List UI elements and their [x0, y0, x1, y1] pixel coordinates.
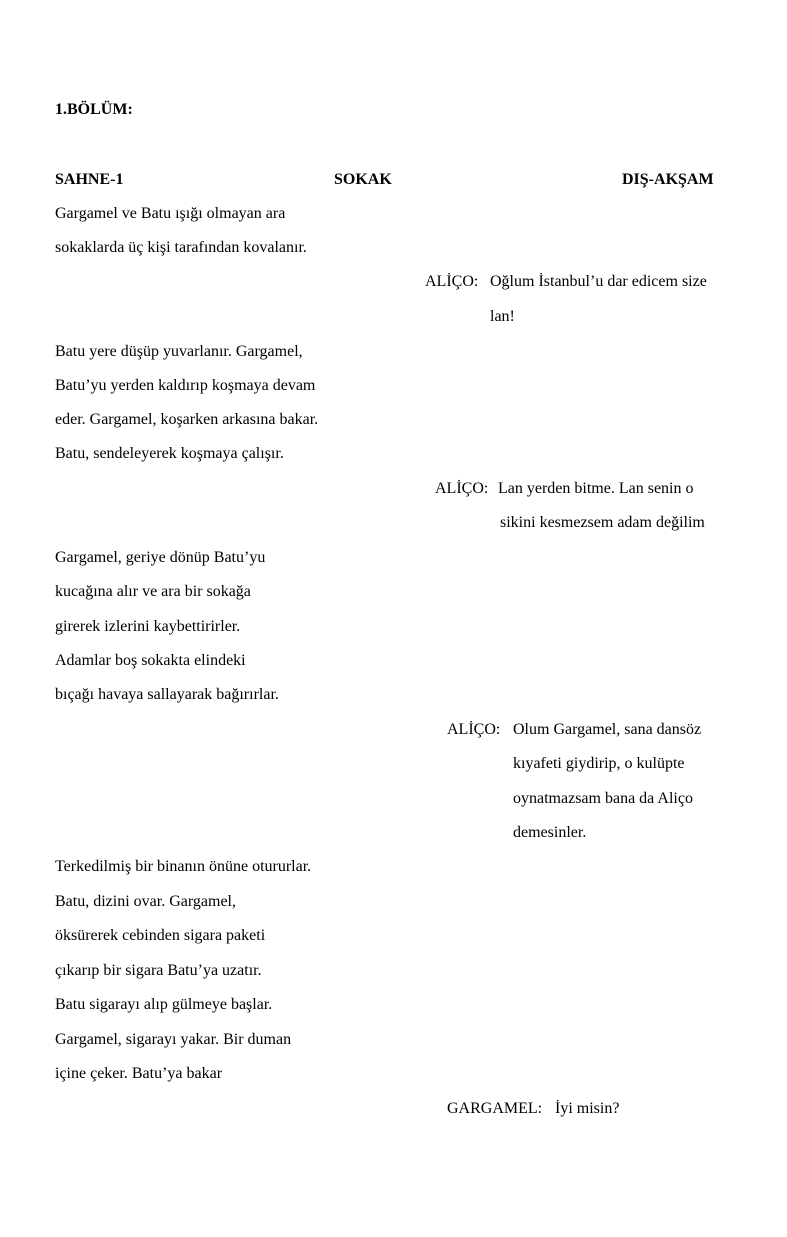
action-line: Batu yere düşüp yuvarlanır. Gargamel,	[55, 343, 303, 360]
action-line: Gargamel, sigarayı yakar. Bir duman	[55, 1031, 292, 1048]
action-line: Gargamel, geriye dönüp Batu’yu	[55, 549, 266, 566]
character-name: ALİÇO:	[447, 721, 501, 738]
character-name: GARGAMEL:	[447, 1100, 543, 1117]
chapter-title: 1.BÖLÜM:	[55, 101, 133, 118]
action-line: bıçağı havaya sallayarak bağırırlar.	[55, 686, 279, 703]
action-line: Adamlar boş sokakta elindeki	[55, 652, 246, 669]
action-line: çıkarıp bir sigara Batu’ya uzatır.	[55, 962, 262, 979]
character-name: ALİÇO:	[435, 480, 489, 497]
action-line: öksürerek cebinden sigara paketi	[55, 927, 266, 944]
action-line: eder. Gargamel, koşarken arkasına bakar.	[55, 411, 319, 428]
scene-location: SOKAK	[334, 171, 392, 188]
action-line: kucağına alır ve ara bir sokağa	[55, 583, 251, 600]
dialogue-line: İyi misin?	[555, 1100, 620, 1117]
dialogue-line: demesinler.	[513, 824, 587, 841]
action-line: Batu’yu yerden kaldırıp koşmaya devam	[55, 377, 316, 394]
action-line: Gargamel ve Batu ışığı olmayan ara	[55, 205, 286, 222]
action-line: girerek izlerini kaybettirirler.	[55, 618, 241, 635]
dialogue-line: Lan yerden bitme. Lan senin o	[498, 480, 694, 497]
action-line: Terkedilmiş bir binanın önüne otururlar.	[55, 858, 312, 875]
dialogue-line: kıyafeti giydirip, o kulüpte	[513, 755, 685, 772]
action-line: Batu, dizini ovar. Gargamel,	[55, 893, 236, 910]
dialogue-line: Oğlum İstanbul’u dar edicem size	[490, 273, 707, 290]
dialogue-line: Olum Gargamel, sana dansöz	[513, 721, 702, 738]
character-name: ALİÇO:	[425, 273, 479, 290]
dialogue-line: sikini kesmezsem adam değilim	[500, 514, 705, 531]
dialogue-line: lan!	[490, 308, 515, 325]
action-line: Batu sigarayı alıp gülmeye başlar.	[55, 996, 273, 1013]
dialogue-line: oynatmazsam bana da Aliço	[513, 790, 693, 807]
scene-time: DIŞ-AKŞAM	[622, 171, 714, 188]
action-line: içine çeker. Batu’ya bakar	[55, 1065, 223, 1082]
action-line: sokaklarda üç kişi tarafından kovalanır.	[55, 239, 307, 256]
action-line: Batu, sendeleyerek koşmaya çalışır.	[55, 445, 284, 462]
scene-number: SAHNE-1	[55, 171, 124, 188]
